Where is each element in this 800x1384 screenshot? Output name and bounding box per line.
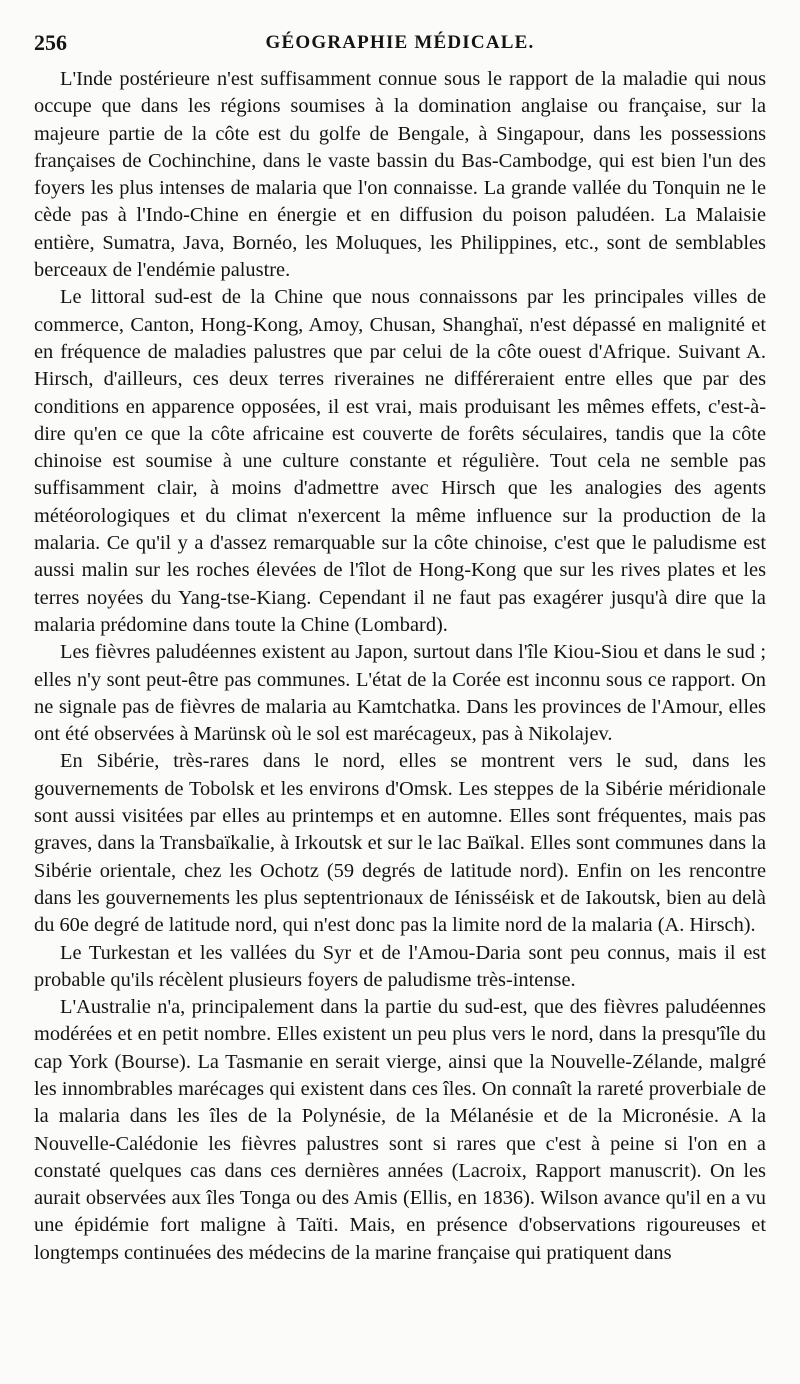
page-header	[34, 30, 766, 60]
paragraph-japan: Les fièvres paludéennes existent au Japon, surtout dans l'île Kiou-Siou et dans le sud ; elles n'y sont peut-être pas communes. L'état de la Corée est inconnu sous ce rapport. On ne signale pas de fièvres de malaria au Kamtchatka. Dans les provinces de l'Amour, elles ont été observées à Marünsk où le sol est marécageux, pas à Nikolajev.	[34, 641, 766, 746]
paragraph-china: Le littoral sud-est de la Chine que nous connaissons par les principales villes de commerce, Canton, Hong-Kong, Amoy, Chusan, Shanghaï, n'est dépassé en malignité et en fréquence de maladies palustres que par celui de la côte ouest d'Afrique. Suivant A. Hirsch, d'ailleurs, ces deux terres riveraines ne différeraient entre elles que par des conditions en apparence opposées, il est vrai, mais produisant les mêmes effets, c'est-à-dire qu'en ce que la côte africaine est couverte de forêts séculaires, tandis que la côte chinoise est soumise à une culture constante et régulière. Tout cela ne semble pas suffisamment clair, à moins d'admettre avec Hirsch que les analogies des agents météorologiques et du climat n'exercent la même influence sur la production de la malaria. Ce qu'il y a d'assez remarquable sur la côte chinoise, c'est que le paludisme est aussi malin sur les roches élevées de l'îlot de Hong-Kong que sur les rives plates et les terres noyées du Yang-tse-Kiang. Cependant il ne faut pas exagérer jusqu'à dire que la malaria prédomine dans toute la Chine (Lombard).	[34, 286, 766, 636]
running-title: GÉOGRAPHIE MÉDICALE.	[265, 32, 535, 53]
body-text	[34, 66, 766, 1267]
page-number: 256	[34, 30, 67, 55]
paragraph-australia: L'Australie n'a, principalement dans la partie du sud-est, que des fièvres paludéennes modérées et en petit nombre. Elles existent un peu plus vers le nord, dans la presqu'île du cap York (Bourse). La Tasmanie en serait vierge, ainsi que la Nouvelle-Zélande, malgré les innombrables marécages qui existent dans ces îles. On connaît la rareté proverbiale de la malaria dans les îles de la Polynésie, de la Mélanésie et de la Micronésie. A la Nouvelle-Calédonie les fièvres palustres sont si rares que c'est à peine si l'on en a constaté quelques cas dans ces dernières années (Lacroix, Rapport manuscrit). On les aurait observées aux îles Tonga ou des Amis (Ellis, en 1836). Wilson avance qu'il en a vu une épidémie fort maligne à Taïti. Mais, en présence d'observations rigoureuses et longtemps continuées des médecins de la marine française qui pratiquent dans	[34, 996, 766, 1264]
paragraph-siberia: En Sibérie, très-rares dans le nord, elles se montrent vers le sud, dans les gouvernements de Tobolsk et les environs d'Omsk. Les steppes de la Sibérie méridionale sont aussi visitées par elles au printemps et en automne. Elles sont fréquentes, mais pas graves, dans la Transbaïkalie, à Irkoutsk et sur le lac Baïkal. Elles sont communes dans la Sibérie orientale, chez les Ochotz (59 degrés de latitude nord). Enfin on les rencontre dans les gouvernements les plus septentrionaux de Iénisséisk et de Iakoutsk, bien au delà du 60e degré de latitude nord, qui n'est donc pas la limite nord de la malaria (A. Hirsch).	[34, 750, 766, 937]
paragraph-turkestan: Le Turkestan et les vallées du Syr et de l'Amou-Daria sont peu connus, mais il est probable qu'ils récèlent plusieurs foyers de paludisme très-intense.	[34, 941, 766, 991]
paragraph-indochina: L'Inde postérieure n'est suffisamment connue sous le rapport de la maladie qui nous occupe que dans les régions soumises à la domination anglaise ou française, sur la majeure partie de la côte est du golfe de Bengale, à Singapour, dans les possessions françaises de Cochinchine, dans le vaste bassin du Bas-Cambodge, qui est bien l'un des foyers les plus intenses de malaria que l'on connaisse. La grande vallée du Tonquin ne le cède pas à l'Indo-Chine en énergie et en diffusion du poison paludéen. La Malaisie entière, Sumatra, Java, Bornéo, les Moluques, les Philippines, etc., sont de semblables berceaux de l'endémie palustre.	[34, 68, 766, 282]
